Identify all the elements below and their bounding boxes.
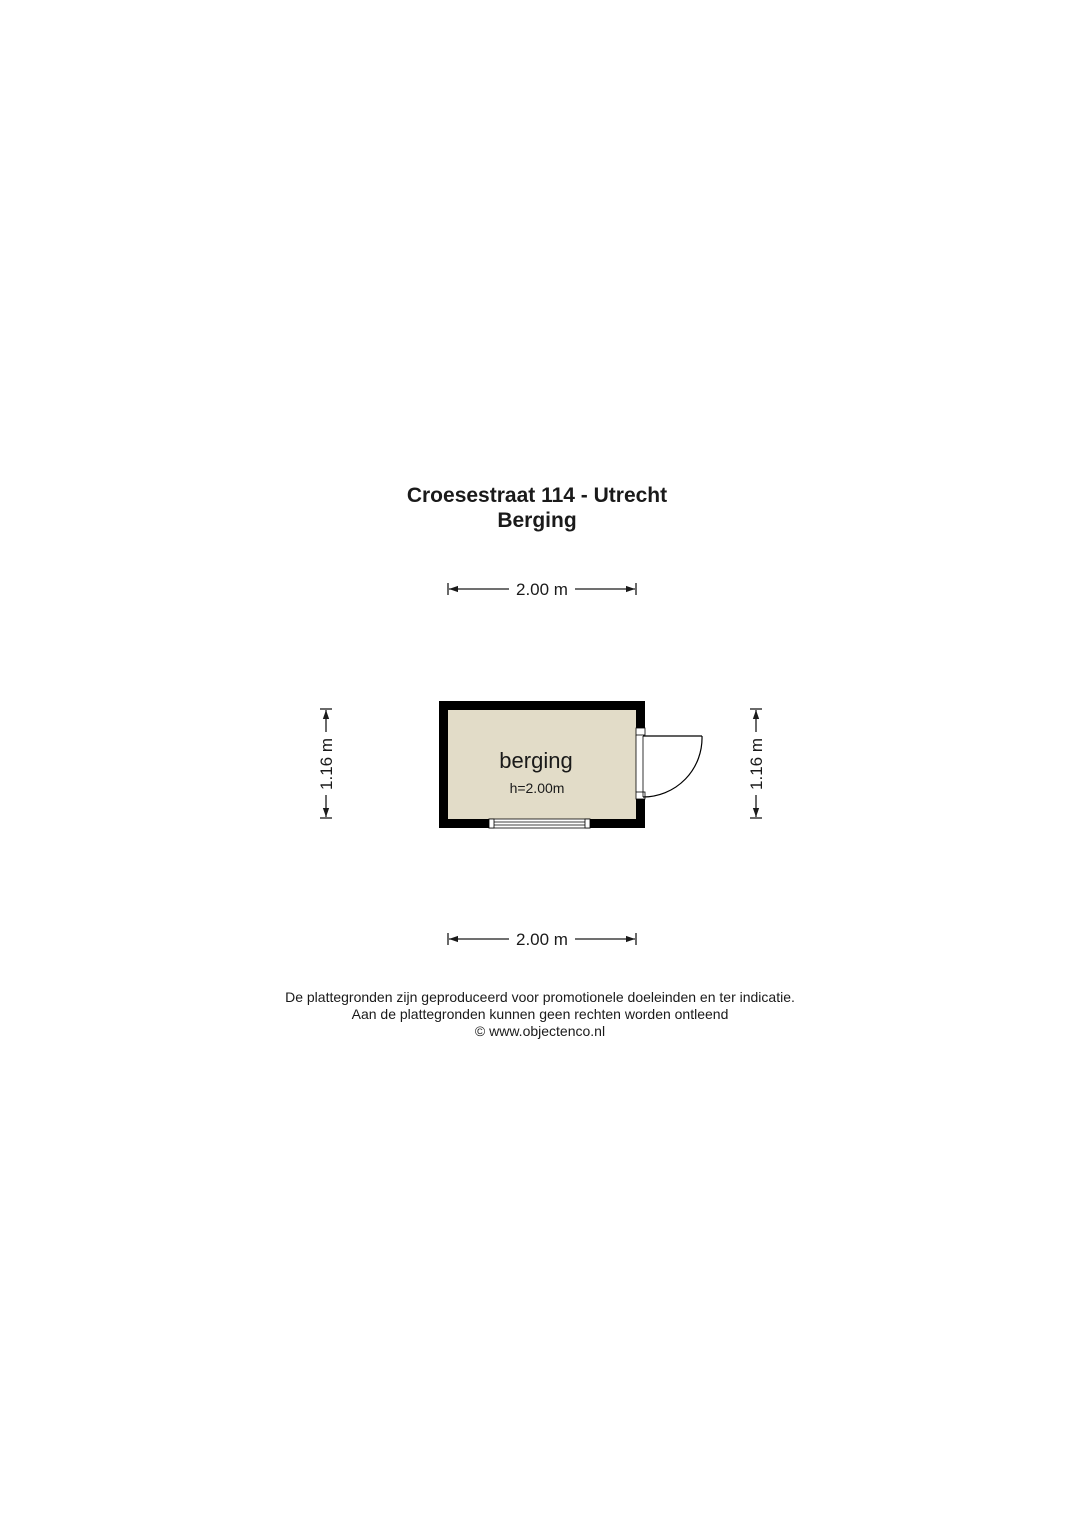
dimension-top-label: 2.00 m — [516, 580, 568, 599]
dimension-top — [448, 580, 636, 599]
plan-subtitle: Berging — [497, 509, 577, 532]
disclaimer-line-1: De plattegronden zijn geproduceerd voor promotionele doeleinden en ter indicatie. — [285, 989, 795, 1005]
window-bottom — [489, 819, 590, 828]
dimension-left — [317, 709, 336, 818]
door-right — [636, 728, 702, 799]
room-height: h=2.00m — [509, 780, 565, 796]
copyright-link: © www.objectenco.nl — [474, 1023, 606, 1039]
disclaimer-line-2: Aan de plattegronden kunnen geen rechten worden ontleend — [351, 1006, 729, 1022]
dimension-bottom-label: 2.00 m — [516, 930, 568, 949]
plan-title: Croesestraat 114 - Utrecht — [406, 484, 668, 507]
room-name: berging — [499, 748, 573, 773]
dimension-left-label: 1.16 m — [317, 738, 336, 790]
dimension-right — [747, 709, 766, 818]
dimension-bottom — [448, 930, 636, 949]
room-berging — [439, 701, 702, 828]
disclaimer — [0, 989, 1080, 1040]
dimension-right-label: 1.16 m — [747, 738, 766, 790]
